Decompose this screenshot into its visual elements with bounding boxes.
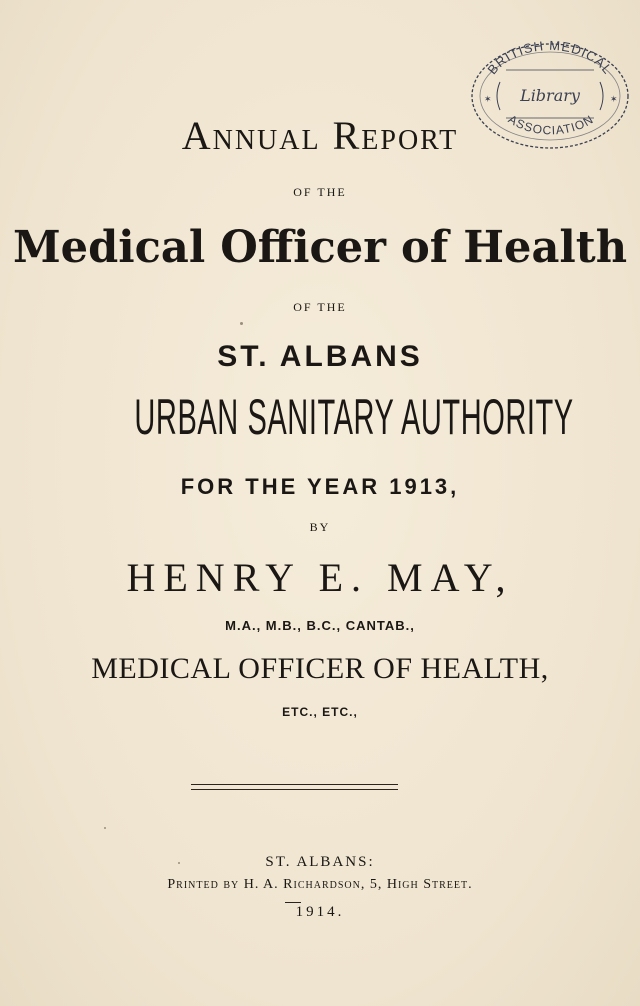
author-name: HENRY E. MAY, bbox=[126, 555, 514, 600]
of-the-connector-1: OF THE bbox=[293, 185, 347, 199]
star-icon: ✶ bbox=[610, 95, 618, 105]
paper-speck bbox=[240, 322, 243, 325]
imprint-year: 1914. bbox=[295, 904, 345, 920]
svg-text:BRITISH MEDICAL bbox=[484, 38, 615, 77]
place-heading: ST. ALBANS bbox=[217, 340, 423, 373]
of-the-connector-2: OF THE bbox=[293, 300, 347, 314]
report-title: Annual Report bbox=[181, 113, 459, 158]
paper-speck bbox=[178, 862, 180, 864]
imprint-printer: Printed by H. A. Richardson, 5, High Street. bbox=[167, 877, 473, 892]
author-degrees: M.A., M.B., B.C., CANTAB., bbox=[225, 618, 415, 633]
officer-heading: Medical Officer of Health bbox=[12, 222, 628, 273]
imprint-place: ST. ALBANS: bbox=[265, 854, 375, 870]
authority-heading: URBAN SANITARY AUTHORITY bbox=[134, 389, 574, 445]
divider-rule bbox=[191, 789, 398, 790]
paper-speck bbox=[104, 827, 106, 829]
imprint-rule bbox=[285, 902, 301, 903]
star-icon: ✶ bbox=[484, 95, 492, 105]
etc-line: ETC., ETC., bbox=[282, 705, 358, 719]
stamp-middle-text: Library bbox=[520, 86, 580, 105]
stamp-top-text: BRITISH MEDICAL bbox=[484, 37, 616, 78]
year-line: FOR THE YEAR 1913, bbox=[180, 474, 460, 499]
by-label: BY bbox=[309, 520, 331, 534]
stamp-bottom-text: ASSOCIATION bbox=[505, 112, 597, 138]
author-office: MEDICAL OFFICER OF HEALTH, bbox=[91, 652, 549, 685]
divider-rule bbox=[191, 784, 398, 785]
